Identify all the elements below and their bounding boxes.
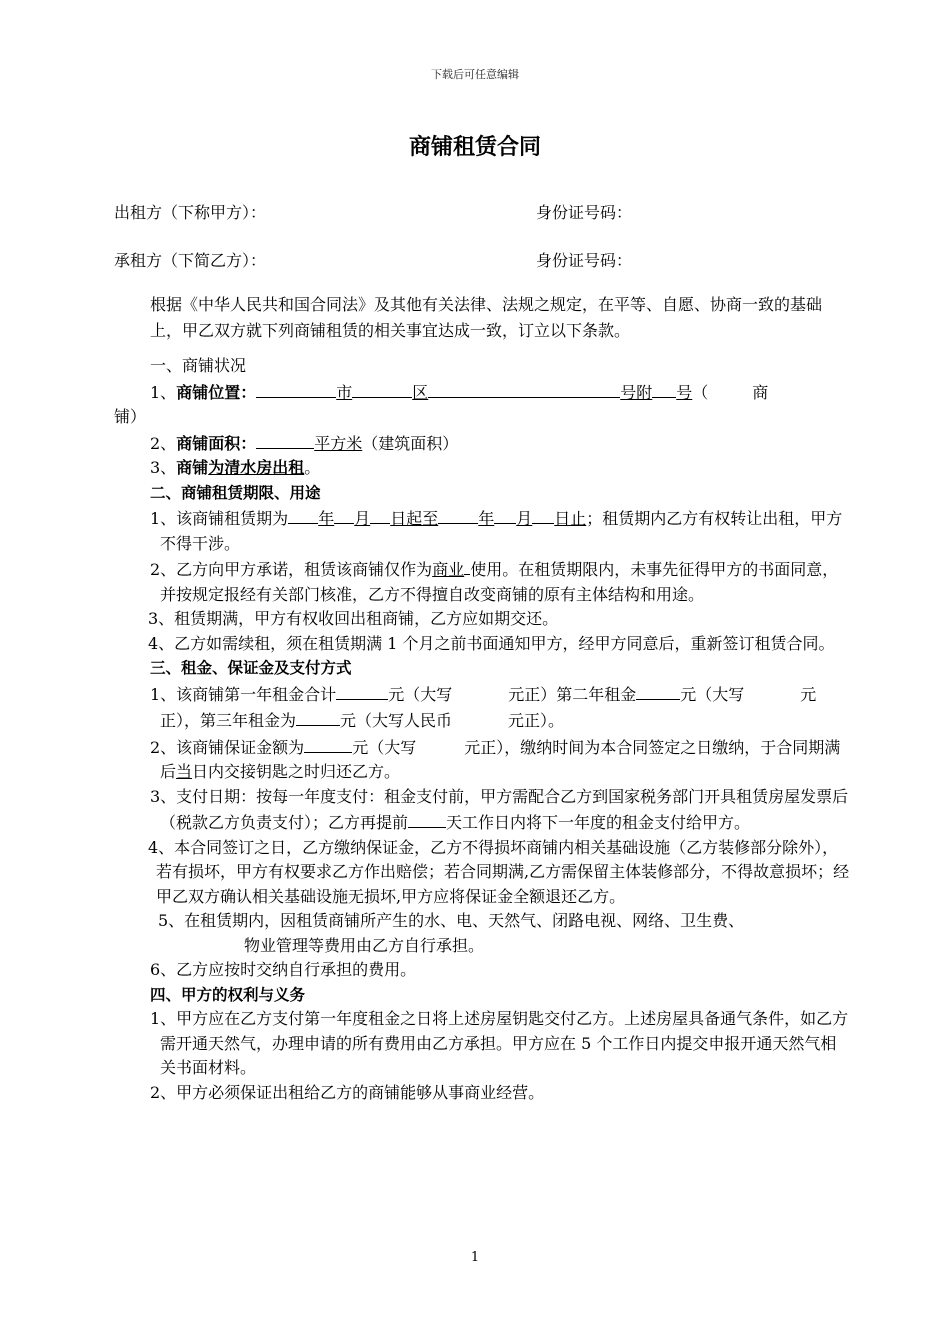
day-1: 日起至 xyxy=(390,509,439,528)
payment-text-2: 天工作日内将下一年度的租金支付给甲方。 xyxy=(446,813,751,832)
month-2: 月 xyxy=(516,509,533,528)
number-text-2: 号 xyxy=(676,382,693,402)
rent-text-1: 1、该商铺第一年租金合计 xyxy=(150,684,337,704)
rent-text-3: 元正）第二年租金 xyxy=(508,684,637,704)
year-2: 年 xyxy=(478,509,495,528)
section-2-item-3: 3、租赁期满，甲方有权收回出租商铺，乙方应如期交还。 xyxy=(148,609,559,628)
section-3-item-1 xyxy=(114,681,850,734)
section-3-item-6: 6、乙方应按时交纳自行承担的费用。 xyxy=(150,960,417,979)
use-rest: 使用。在租赁期限内，未事先征得甲方的书面同意，并按规定报经有关部门核准，乙方不得擅自改变商铺的原有主体结构和用途。 xyxy=(160,560,839,604)
deposit-text-3: 元正），缴纳时间为本合同签定之日缴纳，于合同期满后 xyxy=(160,737,841,781)
section-1-item-3 xyxy=(114,456,850,481)
city-text: 市 xyxy=(336,382,353,402)
lessor-row xyxy=(114,200,874,223)
deposit-text-2: 元（大写 xyxy=(352,737,417,757)
section-3-item-5: 5、在租赁期内，因租赁商铺所产生的水、电、天然气、闭路电视、网络、卫生费、 xyxy=(158,911,745,930)
unit-text: 平方米 xyxy=(314,433,363,453)
area-note: （建筑面积） xyxy=(362,433,459,453)
section-1-item-2 xyxy=(114,430,850,457)
lessee-label: 承租方（下简乙方）： xyxy=(114,251,267,270)
section-4-item-1: 1、甲方应在乙方支付第一年度租金之日将上述房屋钥匙交付乙方。上述房屋具备通气条件，如乙方需开通天然气，办理申请的所有费用由乙方承担。甲方应在 5 个工作日内提交申报开通天然气相关书面材料。 xyxy=(150,1009,849,1077)
section-3-item-3 xyxy=(114,785,850,836)
use-value: 商业 xyxy=(432,560,465,579)
shop-text: 商 xyxy=(752,382,769,402)
section-3-item-2 xyxy=(114,734,850,785)
lessee-id-label: 身份证号码： xyxy=(536,251,633,270)
lease-term-rest: ；租赁期内乙方有权转让出租，甲方不得干涉。 xyxy=(160,509,843,553)
period-text: 。 xyxy=(304,458,321,477)
section-1-heading: 一、商铺状况 xyxy=(150,356,247,375)
rent-text-4: 元（大写 xyxy=(680,684,745,704)
item-number: 3、 xyxy=(150,458,177,477)
month-1: 月 xyxy=(354,509,371,528)
section-2-item-2 xyxy=(114,556,850,607)
section-2-item-4: 4、乙方如需续租，须在租赁期满 1 个月之前书面通知甲方，经甲方同意后，重新签订租赁合同。 xyxy=(148,633,835,653)
section-2-heading: 二、商铺租赁期限、用途 xyxy=(150,483,321,502)
item-label: 商铺面积： xyxy=(176,433,257,453)
condition-text: 为清水房出租 xyxy=(208,458,305,477)
rent-text-5: 元正），第三年租金为 xyxy=(160,684,817,730)
item-label: 商铺 xyxy=(176,458,209,477)
page-number: 1 xyxy=(470,1250,480,1265)
year-1: 年 xyxy=(318,509,335,528)
district-text: 区 xyxy=(412,382,429,402)
contract-body xyxy=(114,292,850,1105)
lease-term-text: 1、该商铺租赁期为 xyxy=(150,509,289,528)
deposit-text-4: 当 xyxy=(176,762,193,781)
document-title: 商铺租赁合同 xyxy=(408,135,541,160)
section-3-item-5-cont: 物业管理等费用由乙方自行承担。 xyxy=(244,935,485,955)
number-text: 号附 xyxy=(620,382,653,402)
item-label: 商铺位置： xyxy=(176,382,257,402)
payment-text-1: 3、支付日期：按每一年度支付：租金支付前，甲方需配合乙方到国家税务部门开具租赁房屋发票后（税款乙方负责支付）；乙方再提前 xyxy=(150,786,849,832)
section-1-item-1-cont: 铺） xyxy=(114,407,147,426)
deposit-text-1: 2、该商铺保证金额为 xyxy=(150,737,305,757)
section-3-item-4: 4、本合同签订之日，乙方缴纳保证金，乙方不得损坏商铺内相关基础设施（乙方装修部分除外），若有损坏，甲方有权要求乙方作出赔偿；若合同期满,乙方需保留主体装修部分，不得故意损坏；经甲乙双方确认相关基础设施无损坏,甲方应将保证金全额退还乙方。 xyxy=(148,837,850,906)
section-3-heading: 三、租金、保证金及支付方式 xyxy=(150,659,352,677)
item-number: 1、 xyxy=(150,382,177,402)
intro-paragraph: 根据《中华人民共和国合同法》及其他有关法律、法规之规定，在平等、自愿、协商一致的基础上，甲乙双方就下列商铺租赁的相关事宜达成一致，订立以下条款。 xyxy=(150,295,823,340)
paren-text: （ xyxy=(692,382,709,402)
use-text: 2、乙方向甲方承诺，租赁该商铺仅作为 xyxy=(150,560,433,579)
lessor-id-label: 身份证号码： xyxy=(536,203,633,222)
rent-text-7: 元正）。 xyxy=(508,711,565,730)
lessor-label: 出租方（下称甲方）： xyxy=(114,203,267,222)
header-note: 下载后可任意编辑 xyxy=(431,68,519,81)
section-4-heading: 四、甲方的权利与义务 xyxy=(150,985,306,1004)
section-1-item-1 xyxy=(114,379,850,406)
lessee-row xyxy=(114,248,874,271)
section-4-item-2: 2、甲方必须保证出租给乙方的商铺能够从事商业经营。 xyxy=(150,1082,545,1102)
item-number: 2、 xyxy=(150,433,177,453)
day-2: 日止 xyxy=(554,509,587,528)
section-2-item-1 xyxy=(114,505,850,556)
rent-text-6: 元（大写人民币 xyxy=(340,711,453,730)
deposit-text-5: 日内交接钥匙之时归还乙方。 xyxy=(192,762,401,781)
rent-text-2: 元（大写 xyxy=(388,684,453,704)
